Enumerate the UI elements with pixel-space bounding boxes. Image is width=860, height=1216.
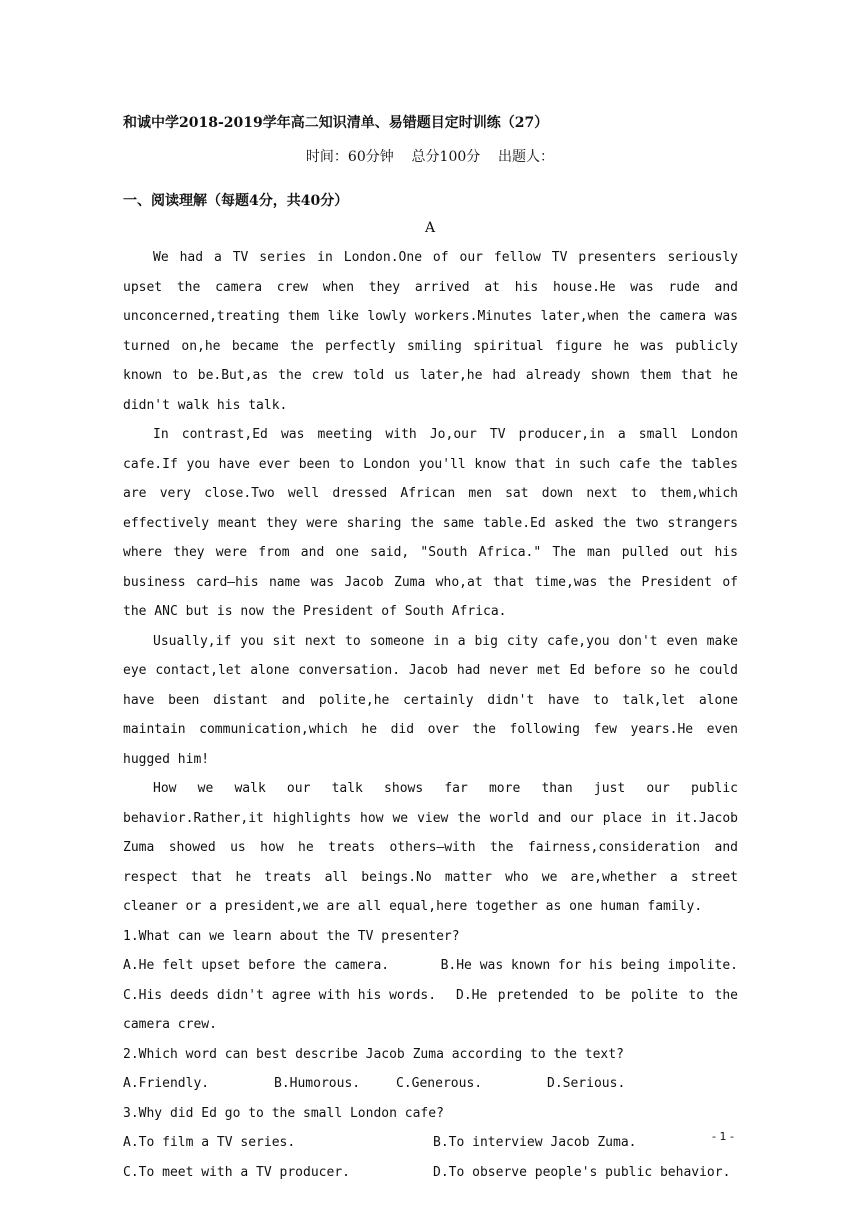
section-heading: 一、阅读理解（每题4分，共40分）: [123, 193, 349, 209]
option: D.To observe people's public behavior.: [433, 1164, 731, 1180]
options-row: [123, 951, 738, 981]
options-row: [123, 1069, 738, 1099]
option: D.Serious.: [547, 1076, 626, 1091]
options-row: [123, 1158, 738, 1188]
option-text-line: D.He pretended to be polite to the: [456, 987, 738, 1003]
paragraph: We had a TV series in London.One of our fellow TV presenters seriously upset the camera crew when they arrived at his house.He was rude and unconcerned,treating them like lowly workers.Minutes later,when the camera was turned on,he became the perfectly smiling spiritual figure he was publicly known to be.But,as the crew told us later,he had already shown them that he didn't walk his talk.: [123, 250, 738, 413]
option: B.He was known for his being impolite.: [440, 958, 738, 973]
option: B.Humorous.: [274, 1076, 361, 1091]
passage-body: [123, 243, 738, 1187]
passage-label: A: [424, 220, 436, 236]
options-row: [123, 981, 738, 1011]
paragraph: How we walk our talk shows far more than just our public behavior.Rather,it highlights how we view the world and our place in it.Jacob Zuma showed us how he treats others—with the fairness,consideration and respect that he treats all beings.No matter who we are,whether a street cleaner or a president,we are all equal,here together as one human family.: [123, 781, 738, 914]
option: A.He felt upset before the camera.: [123, 958, 390, 973]
exam-meta: 时间：60分钟 总分100分 出题人：: [305, 149, 555, 165]
option: C.To meet with a TV producer.: [123, 1164, 350, 1180]
option-continuation: camera crew.: [123, 1017, 217, 1032]
page-number: - 1 -: [712, 1130, 734, 1143]
options-row: [123, 1128, 738, 1158]
option: A.Friendly.: [123, 1076, 210, 1091]
option: B.To interview Jacob Zuma.: [433, 1135, 637, 1150]
paragraph: Usually,if you sit next to someone in a big city cafe,you don't even make eye contact,let alone conversation. Jacob had never met Ed before so he could have been distant and polite,he certainly didn't have to talk,let alone maintain communication,which he did over the following few years.He even hugged him!: [123, 633, 738, 767]
question-stem: 1.What can we learn about the TV presenter?: [123, 928, 460, 944]
option: C.Generous.: [396, 1076, 483, 1091]
option: A.To film a TV series.: [123, 1135, 296, 1150]
question-stem: 3.Why did Ed go to the small London cafe?: [123, 1105, 444, 1121]
question-stem: 2.Which word can best describe Jacob Zuma according to the text?: [123, 1046, 624, 1062]
paragraph: In contrast,Ed was meeting with Jo,our TV producer,in a small London cafe.If you have ever been to London you'll know that in such cafe the tables are very close.Two well dressed African men sat down next to them,which effectively meant they were sharing the same table.Ed asked the two strangers where they were from and one said, "South Africa." The man pulled out his business card—his name was Jacob Zuma who,at that time,was the President of the ANC but is now the President of South Africa.: [123, 427, 738, 619]
option: C.His deeds didn't agree with his words.: [123, 987, 437, 1003]
option: [456, 981, 738, 1011]
document-title: 和诚中学2018-2019学年高二知识清单、易错题目定时训练（27）: [123, 115, 549, 131]
